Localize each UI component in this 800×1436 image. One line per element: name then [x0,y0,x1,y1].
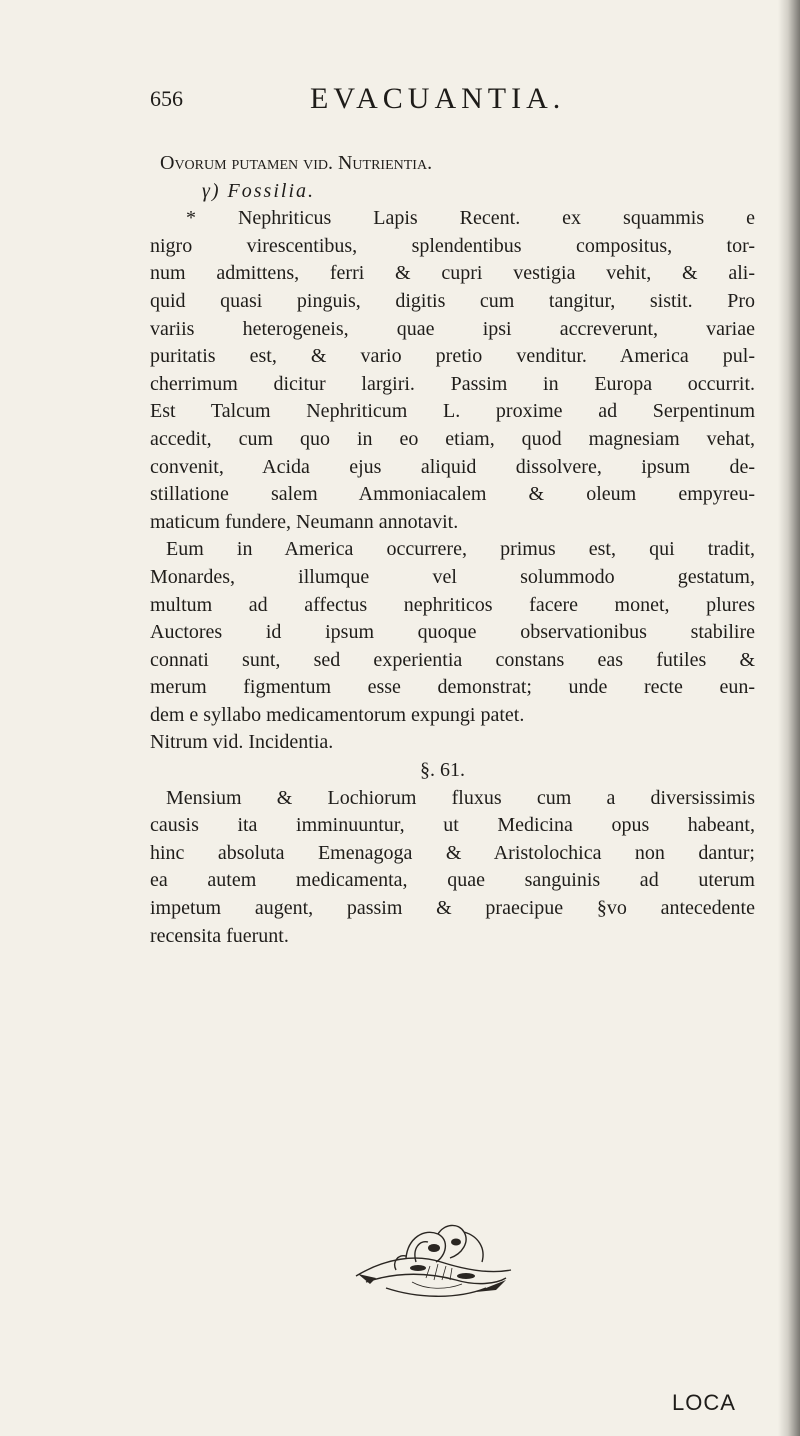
page-number: 656 [150,86,183,111]
text-line: Ovorum putamen vid. Nutrientia. [160,152,433,174]
page-edge-shadow [778,0,800,1436]
text-line: num admittens, ferri & cupri vestigia vehit, & ali- [150,262,755,285]
text-line: merum figmentum esse demonstrat; unde recte eun- [150,676,755,699]
text-line: causis ita imminuuntur, ut Medicina opus habeant, [150,814,755,837]
body-text [150,150,755,950]
text-line: nigro virescentibus, splendentibus compositus, tor- [150,234,755,257]
text-line: Monardes, illumque vel solummodo gestatum, [150,565,755,588]
section-subheading: γ) Fossilia. [202,179,315,202]
text-line: Est Talcum Nephriticum L. proxime ad Serpentinum [150,400,755,423]
text-line: Eum in America occurrere, primus est, qui tradit, [166,538,755,561]
text-line: multum ad affectus nephriticos facere monet, plures [150,593,755,616]
text-line: cherrimum dicitur largiri. Passim in Europa occurrit. [150,372,755,395]
text-line: variis heterogeneis, quae ipsi accreverunt, variae [150,317,755,340]
text-line: Auctores id ipsum quoque observationibus stabilire [150,621,755,644]
text-line: ea autem medicamenta, quae sanguinis ad uterum [150,869,755,892]
section-number: §. 61. [420,759,465,782]
text-line: maticum fundere, Neumann annotavit. [150,510,459,533]
text-line: * Nephriticus Lapis Recent. ex squammis e [186,207,755,230]
text-line: recensita fuerunt. [150,924,289,947]
text-line: quid quasi pinguis, digitis cum tangitur, sistit. Pro [150,289,755,312]
text-line: puritatis est, & vario pretio venditur. America pul- [150,345,755,368]
text-line: stillatione salem Ammoniacalem & oleum empyreu- [150,483,755,506]
text-line: connati sunt, sed experientia constans eas futiles & [150,648,755,671]
text-line: dem e syllabo medicamentorum expungi patet. [150,703,525,726]
text-line: Nitrum vid. Incidentia. [150,731,334,754]
text-line: accedit, cum quo in eo etiam, quod magnesiam vehat, [150,427,755,450]
text-line: hinc absoluta Emenagoga & Aristolochica non dantur; [150,841,755,864]
text-line: impetum augent, passim & praecipue §vo antecedente [150,897,755,920]
page-header [150,82,670,122]
floral-tailpiece-ornament-icon [346,1218,516,1308]
text-line: convenit, Acida ejus aliquid dissolvere, ipsum de- [150,455,755,478]
text-line: Mensium & Lochiorum fluxus cum a diversissimis [166,786,755,809]
catchword: LOCA [672,1390,736,1415]
running-head: EVACUANTIA. [310,82,566,115]
